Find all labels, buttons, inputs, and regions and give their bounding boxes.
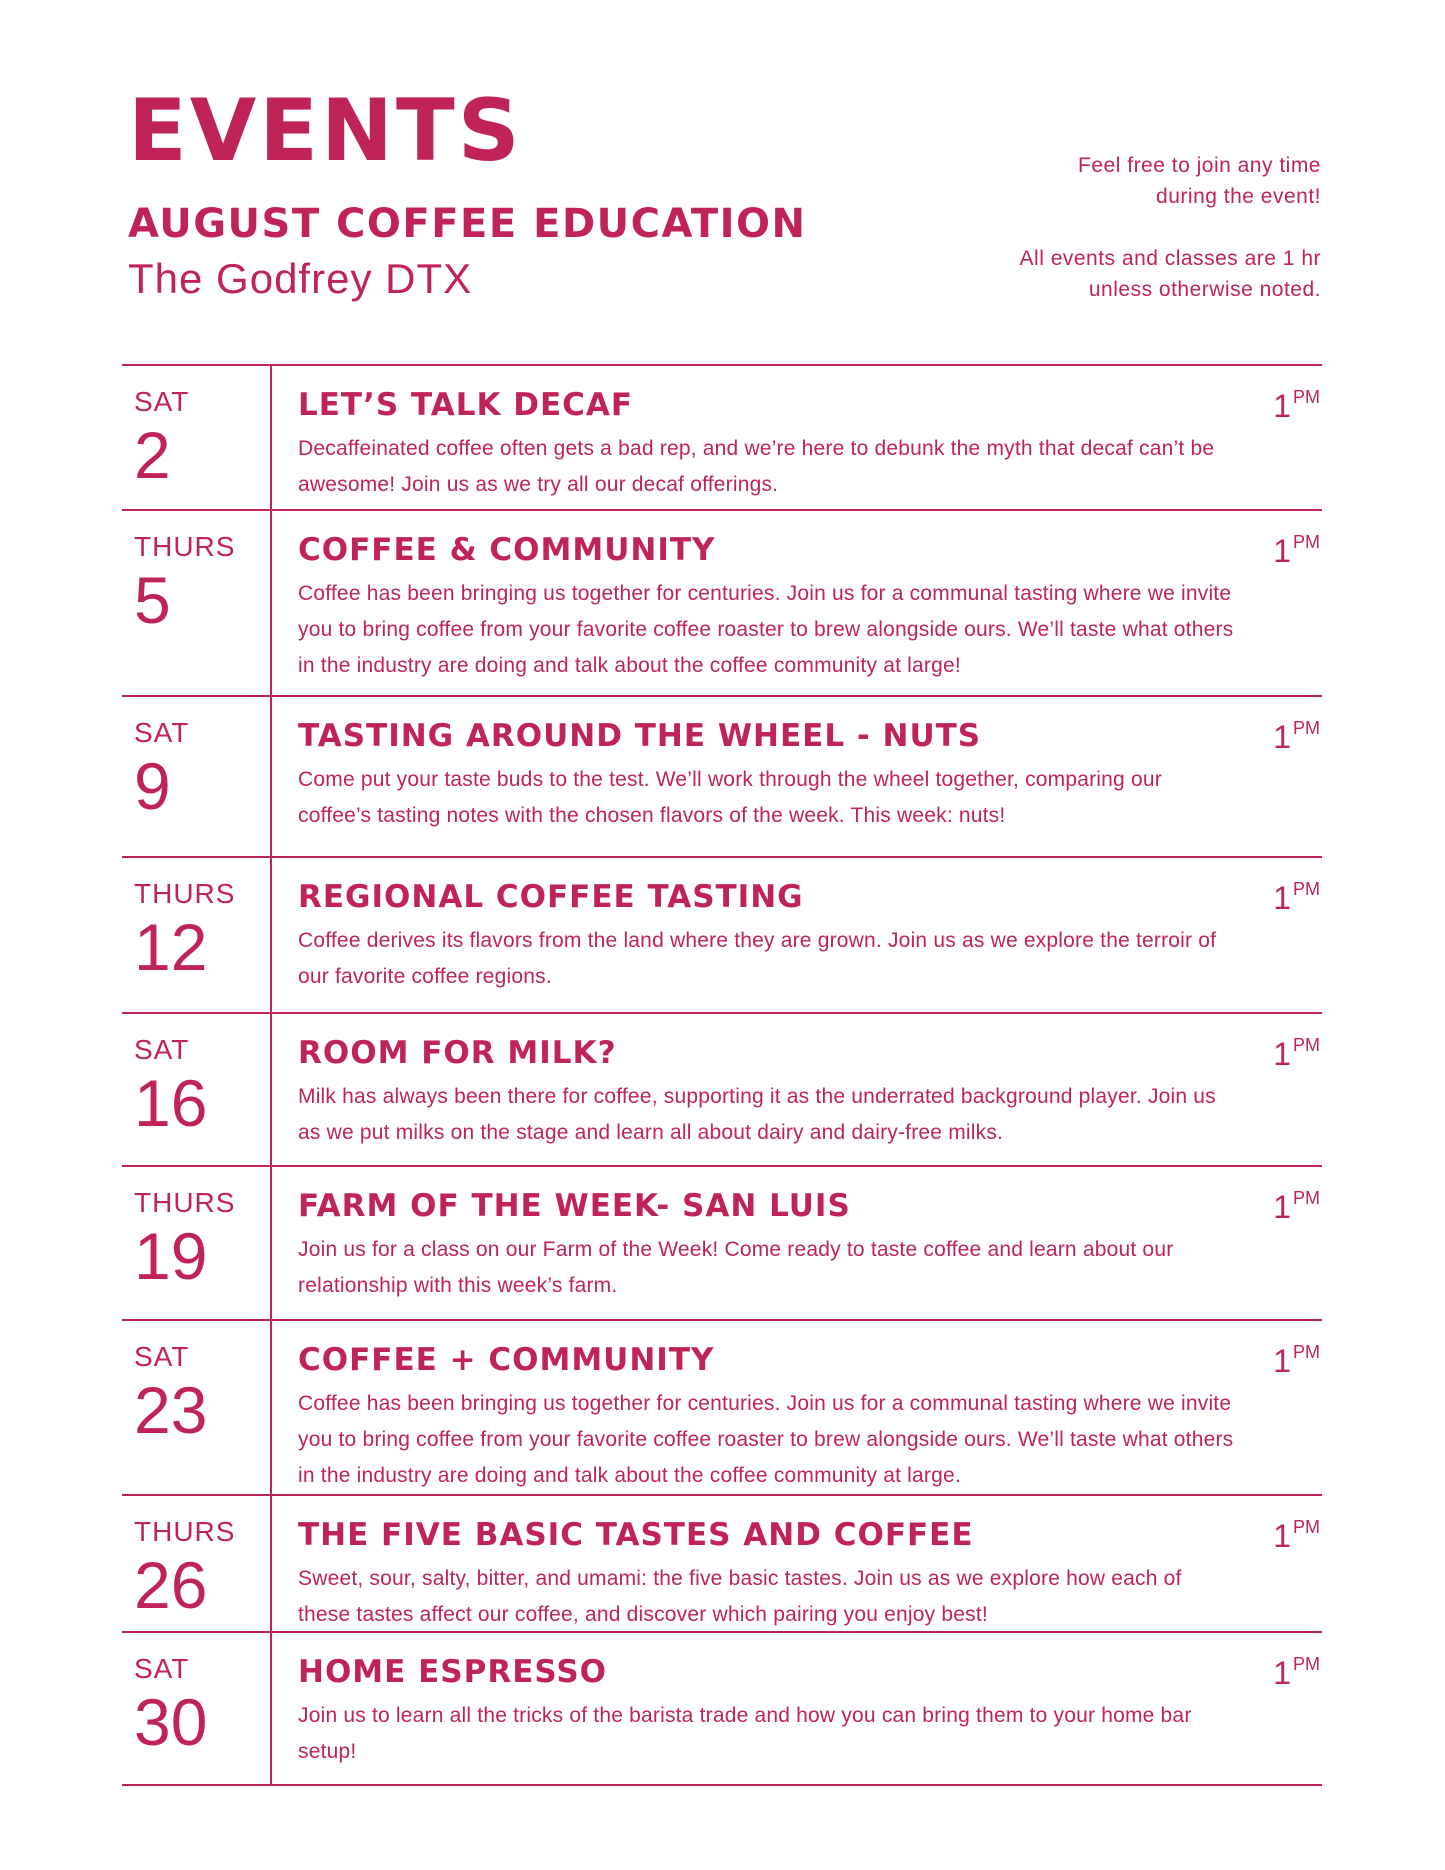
event-description: Come put your taste buds to the test. We’ll work through the wheel together, comparing our coffee’s tasting notes with the chosen flavors of the week. This week: nuts! [298,768,1162,827]
event-details [272,1496,1322,1631]
event-weekday: SAT [134,1341,190,1372]
event-date [122,1496,272,1631]
event-details [272,1167,1322,1319]
event-title: REGIONAL COFFEE TASTING [298,879,804,915]
page-title: EVENTS [128,81,523,181]
duration-note-line2: unless otherwise noted. [1088,278,1321,301]
event-weekday: SAT [134,1653,190,1684]
event-time-hour: 1 [1273,719,1291,755]
event-description: Coffee has been bringing us together for centuries. Join us for a communal tasting where we invite you to bring coffee from your favorite coffee roaster to brew alongside ours. We’ll taste what others in the industry are doing and talk about the coffee community at large. [298,1392,1234,1487]
event-date [122,511,272,695]
event-title: COFFEE + COMMUNITY [298,1342,715,1378]
event-time-hour: 1 [1273,1655,1291,1691]
event-description: Milk has always been there for coffee, supporting it as the underrated background player. Join us as we put milks on the stage and learn all about dairy and dairy-free milks. [298,1085,1216,1144]
venue-name: The Godfrey DTX [128,255,473,302]
event-time [1273,1036,1320,1070]
event-details [272,1014,1322,1165]
event-title: ROOM FOR MILK? [298,1035,617,1071]
event-details [272,697,1322,856]
event-time-ampm: PM [1293,532,1320,552]
event-day-number: 26 [134,1548,208,1622]
event-day-number: 2 [134,418,171,492]
event-description: Decaffeinated coffee often gets a bad rep, and we’re here to debunk the myth that decaf can’t be awesome! Join us as we try all our decaf offerings. [298,437,1215,496]
event-date [122,1321,272,1494]
event-details [272,366,1322,509]
event-weekday: SAT [134,386,190,417]
event-details [272,858,1322,1012]
event-time-ampm: PM [1293,718,1320,738]
event-time-ampm: PM [1293,1035,1320,1055]
event-weekday: THURS [134,531,236,562]
event-time [1273,1655,1320,1689]
join-note [1020,150,1321,212]
join-note-line2: during the event! [1156,185,1321,208]
event-row [122,1633,1322,1786]
event-details [272,511,1322,695]
event-title: TASTING AROUND THE WHEEL - NUTS [298,718,982,754]
page-subtitle: AUGUST COFFEE EDUCATION [128,201,807,247]
event-time-ampm: PM [1293,1654,1320,1674]
event-day-number: 9 [134,749,171,823]
event-day-number: 16 [134,1066,208,1140]
event-title: COFFEE & COMMUNITY [298,532,716,568]
event-title: THE FIVE BASIC TASTES AND COFFEE [298,1517,974,1553]
event-title: HOME ESPRESSO [298,1654,607,1690]
event-time-ampm: PM [1293,879,1320,899]
event-time [1273,533,1320,567]
event-weekday: THURS [134,1516,236,1547]
event-row [122,1014,1322,1167]
event-notes [1020,150,1321,336]
event-day-number: 30 [134,1685,208,1759]
event-time-ampm: PM [1293,1188,1320,1208]
header [128,81,807,302]
duration-note [1020,243,1321,305]
event-date [122,1014,272,1165]
event-weekday: THURS [134,1187,236,1218]
event-time [1273,1189,1320,1223]
event-title: FARM OF THE WEEK- SAN LUIS [298,1188,851,1224]
join-note-line1: Feel free to join any time [1078,154,1321,177]
event-date [122,1167,272,1319]
event-time [1273,719,1320,753]
event-row [122,1167,1322,1321]
event-time-hour: 1 [1273,1518,1291,1554]
event-weekday: THURS [134,878,236,909]
event-time-hour: 1 [1273,533,1291,569]
event-description: Join us to learn all the tricks of the barista trade and how you can bring them to your home bar setup! [298,1704,1192,1763]
event-day-number: 23 [134,1373,208,1447]
event-details [272,1321,1322,1494]
event-description: Coffee derives its flavors from the land where they are grown. Join us as we explore the terroir of our favorite coffee regions. [298,929,1217,988]
event-row [122,858,1322,1014]
event-description: Sweet, sour, salty, bitter, and umami: the five basic tastes. Join us as we explore how each of these tastes affect our coffee, and discover which pairing you enjoy best! [298,1567,1182,1626]
event-row [122,697,1322,858]
event-day-number: 19 [134,1219,208,1293]
event-date [122,858,272,1012]
event-details [272,1633,1322,1784]
event-date [122,697,272,856]
event-time [1273,388,1320,422]
event-description: Coffee has been bringing us together for centuries. Join us for a communal tasting where we invite you to bring coffee from your favorite coffee roaster to brew alongside ours. We’ll taste what others in the industry are doing and talk about the coffee community at large! [298,582,1234,677]
event-time [1273,880,1320,914]
event-time-ampm: PM [1293,387,1320,407]
event-date [122,1633,272,1784]
event-time-ampm: PM [1293,1517,1320,1537]
event-title: LET’S TALK DECAF [298,387,634,423]
event-time [1273,1343,1320,1377]
event-time-hour: 1 [1273,388,1291,424]
event-weekday: SAT [134,1034,190,1065]
event-row [122,511,1322,697]
event-time-ampm: PM [1293,1342,1320,1362]
event-time-hour: 1 [1273,880,1291,916]
event-schedule [122,364,1322,1786]
event-time-hour: 1 [1273,1189,1291,1225]
event-weekday: SAT [134,717,190,748]
event-time-hour: 1 [1273,1036,1291,1072]
event-date [122,366,272,509]
event-description: Join us for a class on our Farm of the Week! Come ready to taste coffee and learn about our relationship with this week’s farm. [298,1238,1174,1297]
event-time [1273,1518,1320,1552]
event-row [122,366,1322,511]
event-row [122,1321,1322,1496]
event-row [122,1496,1322,1633]
duration-note-line1: All events and classes are 1 hr [1019,247,1321,270]
event-day-number: 12 [134,910,208,984]
event-time-hour: 1 [1273,1343,1291,1379]
event-day-number: 5 [134,563,171,637]
